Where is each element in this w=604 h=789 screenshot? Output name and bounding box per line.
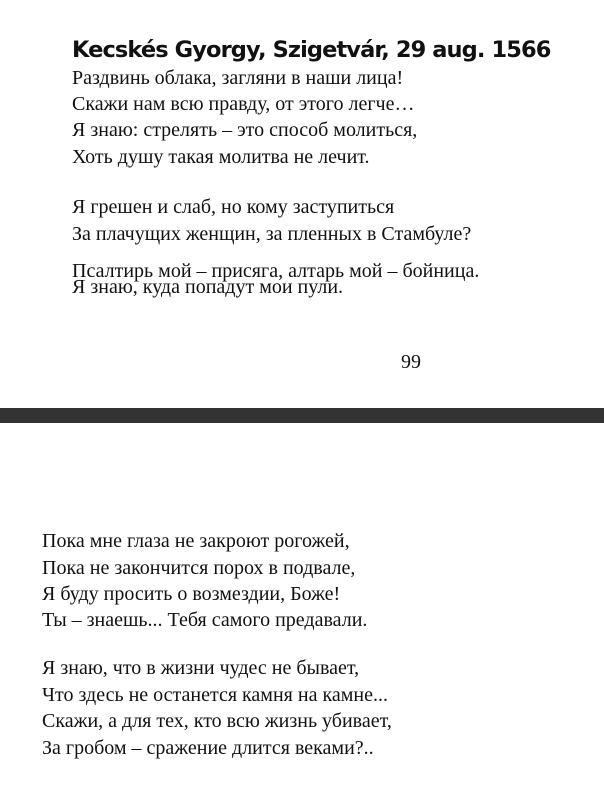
stanza4-line-1: Я знаю, что в жизни чудес не бывает, <box>42 657 360 679</box>
stanza2-line-1: Я грешен и слаб, но кому заступиться <box>72 196 395 218</box>
stanza3-line-2: Пока не закончится порох в подвале, <box>42 557 356 579</box>
page-number: 99 <box>401 351 421 373</box>
stanza1-line-1: Раздвинь облака, загляни в наши лица! <box>72 67 404 89</box>
stanza3-line-3: Я буду просить о возмездии, Боже! <box>42 583 341 605</box>
stanza2-line-4: Я знаю, куда попадут мои пули. <box>72 276 344 298</box>
stanza3-line-1: Пока мне глаза не закроют рогожей, <box>42 530 350 552</box>
stanza4-line-4: За гробом – сражение длится веками?.. <box>42 737 374 759</box>
stanza1-line-4: Хоть душу такая молитва не лечит. <box>72 146 370 168</box>
stanza2-line-3: Псалтирь мой – присяга, алтарь мой – бойница. <box>72 260 480 282</box>
page-bottom <box>0 423 604 789</box>
stanza4-line-2: Что здесь не останется камня на камне... <box>42 684 388 706</box>
stanza4-line-3: Скажи, а для тех, кто всю жизнь убивает, <box>42 710 392 732</box>
stanza1-line-2: Скажи нам всю правду, от этого легче… <box>72 93 415 115</box>
stanza2-line-2: За плачущих женщин, за пленных в Стамбуле? <box>72 223 472 245</box>
stanza3-line-4: Ты – знаешь... Тебя самого предавали. <box>42 609 368 631</box>
page-divider <box>0 408 604 423</box>
stanza1-line-3: Я знаю: стрелять – это способ молиться, <box>72 119 418 141</box>
poem-title: Kecskés Gyorgy, Szigetvár, 29 aug. 1566 <box>72 37 551 63</box>
